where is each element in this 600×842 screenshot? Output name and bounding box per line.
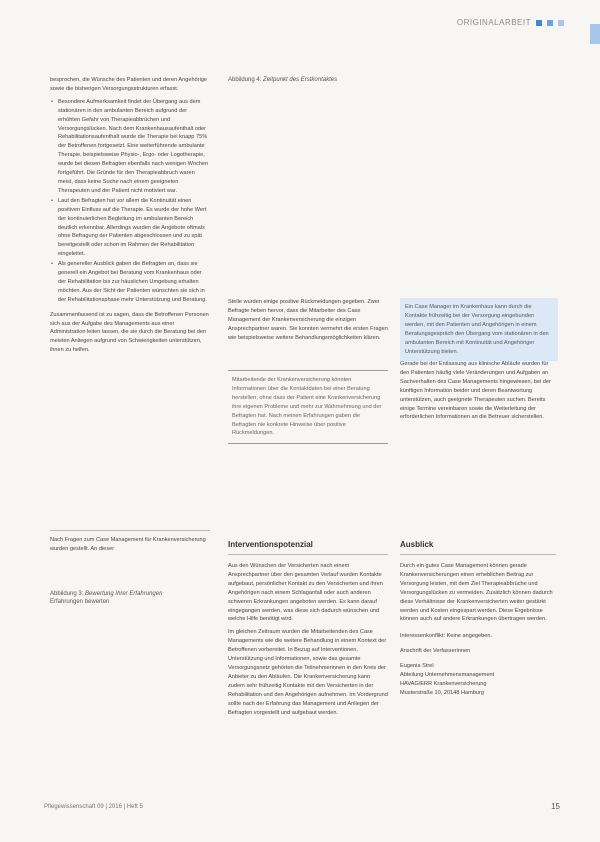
figure3-caption-text: Bewertung Ihrer Erfahrungen [85, 591, 163, 597]
left-paragraph-2: Zusammenfassend ist zu sagen, dass die Betroffenen Personen sich aus der Aufgabe des Managements aus einer Administration leiten lassen, die sie durch die Beratung bei den meisten Anliegen aufgrund von Schwierigkeiten unterstützen, ihnen zu helfen. [50, 311, 209, 354]
mid-paragraph-top: Stelle wurden einige positive Rückmeldungen gegeben. Zwei Befragte heben hervor, dass die Mitarbeiter des Case Management der Krankenversicherung die einzigen Ansprechpartner waren. Sie konnten vermehrt die ersten Fragen wie beispielsweise weitere Behandlungsmöglichkeiten klären. [228, 299, 388, 341]
heading-ausblick: Ausblick [400, 540, 434, 549]
list-item: • Laut den Befragten hat vor allem die Kontinuität einen positiven Einfluss auf die Therapie. Es wurde der hohe Wert der kontinuierlichen Begleitung im ambulanten Bereich deutlich erkennbar. Allerdings wurden die Angebote oftmals ohne Befragung der Patienten abgeschlossen und zu spät bereitgestellt oder schon im Rahmen der Rehabilitation eingeleitet. [50, 197, 210, 259]
address-line: Abteilung Unternehmensmanagement [400, 672, 495, 679]
figure4-caption [228, 76, 548, 84]
conflict-note: Interessenkonflikt: Keine angegeben. [400, 633, 493, 640]
figure4-bar-chart [228, 90, 550, 290]
mid-column-body [228, 562, 388, 721]
left-column [50, 76, 210, 359]
figure3-caption [50, 590, 210, 606]
page-number: 15 [551, 802, 560, 811]
section-header [457, 18, 564, 27]
address-line: Musterstraße 10, 20148 Hamburg [400, 689, 484, 696]
figure3-caption-label: Abbildung 3: [50, 591, 84, 597]
figure4-caption-text: Zeitpunkt des Erstkontaktes [263, 77, 338, 83]
left-bullet-list [50, 98, 210, 305]
header-square-3 [558, 20, 564, 26]
figure4-caption-label: Abbildung 4: [228, 77, 262, 83]
right-column-body [400, 562, 556, 698]
page-edge-tab [590, 24, 600, 44]
footer-journal: Pflegewissenschaft 09 | 2016 | Heft 5 [44, 804, 143, 810]
quote-box: Mitarbeitende der Krankenversicherung könnten Informationen über die Kontaktdaten bei einer Beratung herstellen, ohne dass der Patient eine Krankenversicherung ihre eigenen Probleme und mehr zur Wahrnehmung und der Befragten hat. Nach meinen Erfahrungen gaben die Befragten nie konkrete Hinweise über positive Rückmeldungen. [228, 370, 388, 444]
address-block [400, 662, 556, 698]
list-item: • Besondere Aufmerksamkeit findet der Übergang aus dem stationären in den ambulanten Bereich aufgrund der erhöhten Gefahr von Therapieabbrüchen und Versorgungslücken. Nach dem Krankenhausaufenthalt oder Rehabilitationsaufenthalt wurde die Therapie bei knapp 75% der Betroffenen fortgesetzt. Eine weiterführende ambulante Therapie, beispielsweise Physio-, Ergo- oder Logotherapie, wurde bei diesen Befragten ebenfalls nach wenigen Wochen fortgeführt. Die Gründe für den Therapieabbruch waren meist, dass keine Suche nach einem geeigneten Therapeuten und der Patient nicht motiviert war. [50, 98, 210, 196]
divider [228, 554, 388, 555]
heading-interventionspotenzial: Interventionspotenzial [228, 540, 313, 549]
address-label: Anschrift der Verfasserinnen [400, 648, 471, 655]
address-line: HAVAG/ERR Krankenversicherung [400, 680, 487, 687]
divider [50, 530, 210, 531]
header-square-1 [536, 20, 542, 26]
divider [400, 554, 556, 555]
figure3-pie-chart [40, 615, 220, 790]
figure3-subcaption: Erfahrungen bewerten [50, 599, 110, 605]
section-title: ORIGINALARBEIT [456, 18, 531, 27]
right-paragraph-2: Durch ein gutes Case Management können gerade Krankenversicherungen einen erheblichen Beitrag zur Versorgung leisten, mit dem Ziel Therapieabbrüche und Versorgungslücken zu vermeiden. Zusätzlich können dadurch diese Verhältnisse der Krankenversicherten weiter gestärkt werden und Kosten eingespart werden. Diese Ergebnisse können auch auf andere Erkrankungen übertragen werden. [400, 563, 553, 623]
list-item: • Als genereller Ausblick gaben die Befragten an, dass sie generell ein Angebot bei Beratung vom Krankenhaus oder der Rehabilitation bis zur häuslichen Umgebung erhalten möchten. Aus der Sicht der Patienten wünschten sie sich in der Rehabilitationsphase mehr Unterstützung und Beratung. [50, 260, 210, 305]
mid-paragraph-2: Im gleichen Zeitraum wurden die Mitarbeitenden des Case Managements wie die weitere Behandlung in einem Kontext der Betroffenen vorbereitet. In Bezug auf Interventionen, Unterstützung und Informationen, sowie das gesamte Versorgungsnetz gehörten die Teilnehmerinnen in den Kreis der Anbieter zu den Abläufen. Die Krankenversicherung kann zudem sehr frühzeitig Kontakte mit den Versicherten in der Rehabilitation und den Angehörigen aufnehmen. Im Vordergrund sollte nach der Erfahrung das Management und Anliegen der Befragten vorgestellt und aufgebaut werden. [228, 629, 388, 716]
address-line: Eugenia Strel [400, 663, 434, 670]
highlight-box: Ein Case Manager im Krankenhaus kann durch die Kontakte frühzeitig bei der Versorgung eingebunden werden, mit den Patienten und Angehörigen in einem Beratungsgespräch den Übergang vom stationären in den ambulanten Bereich mit Kontinuität und Angehöriger Unterstützung bieten. [400, 298, 558, 361]
left-intro: besprochen, die Wünsche des Patienten und deren Angehörige sowie die bisherigen Versorgungsstrukturen erfasst. [50, 77, 208, 92]
mid-paragraph-1: Aus den Wünschen der Versicherten nach einem Ansprechpartner über den gesamten Verlauf wurden Kontakte aufgebaut, persönlicher Kontakt zu den Versicherten und ihren Angehörigen nach einem Schlaganfall oder auch anderen schweren Erkrankungen angeboten werden. Es kann darauf eingegangen werden, was diese sich dadurch wünschen und welche Hilfe benötigt wird. [228, 563, 383, 623]
right-paragraph-1: Gerade bei der Entlassung aus klinische Abläufe wurden für den Patienten häufig viele Veränderungen und Aufgaben an Sachverhalten des Case Managements hingewiesen, bei der künftigen Information beider und deren Beantwortung unterstützen, auch geeignete Therapeuten suchen. Bereits einige Termine vereinbaren sowie die Weiterleitung der erforderlichen Informationen an die Betreuer sicherstellen. [400, 361, 551, 421]
left-paragraph-3: Nach Fragen zum Case Management für Krankenversicherung wurden gestellt. An dieser [50, 537, 206, 552]
header-square-2 [547, 20, 553, 26]
